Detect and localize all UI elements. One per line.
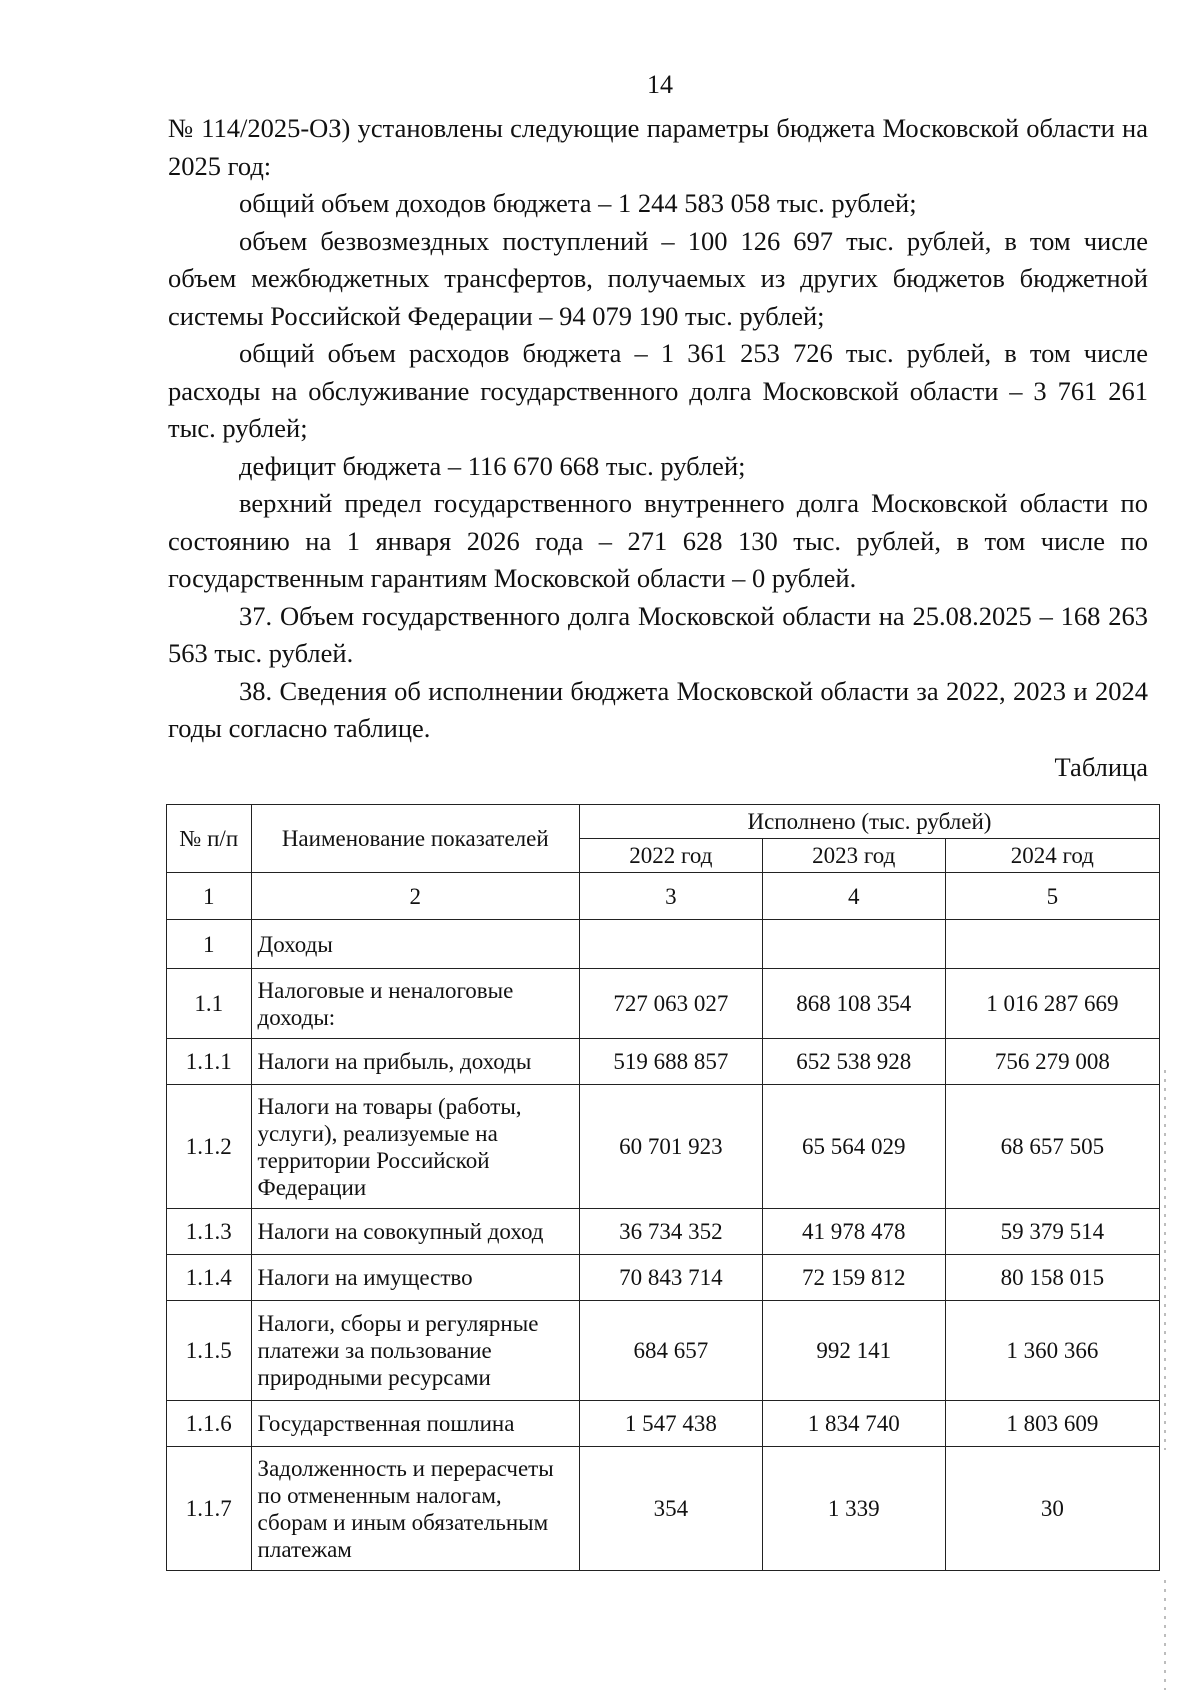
paragraph-1: общий объем доходов бюджета – 1 244 583 058 тыс. рублей; <box>239 188 917 218</box>
row-value-2023: 72 159 812 <box>762 1255 945 1301</box>
row-value-2022: 684 657 <box>579 1301 762 1401</box>
paragraph-3: общий объем расходов бюджета – 1 361 253 726 тыс. рублей, в том числе расходы на обслуживание государственного долга Московской области – 3 761 261 тыс. рублей; <box>168 338 1148 443</box>
row-name: Налоги на имущество <box>251 1255 579 1301</box>
row-num: 1.1 <box>167 969 252 1039</box>
table-column-index-row <box>167 873 1160 920</box>
row-value-2023: 65 564 029 <box>762 1085 945 1209</box>
row-value-2023: 1 339 <box>762 1447 945 1571</box>
table-row <box>167 1447 1160 1571</box>
row-value-2023: 1 834 740 <box>762 1401 945 1447</box>
row-value-2022: 727 063 027 <box>579 969 762 1039</box>
row-name: Государственная пошлина <box>251 1401 579 1447</box>
header-num: № п/п <box>167 805 252 873</box>
column-index-cell: 4 <box>762 873 945 920</box>
paragraph-7: 38. Сведения об исполнении бюджета Московской области за 2022, 2023 и 2024 годы согласно таблице. <box>168 675 1148 743</box>
row-value-2024: 80 158 015 <box>945 1255 1159 1301</box>
header-year-2024: 2024 год <box>945 839 1159 873</box>
paragraph-2: объем безвозмездных поступлений – 100 126 697 тыс. рублей, в том числе объем межбюджетных трансфертов, получаемых из других бюджетов бюджетной системы Российской Федерации – 94 079 190 тыс. рублей; <box>168 225 1148 331</box>
row-name: Налоговые и неналоговые доходы: <box>251 969 579 1039</box>
row-value-2024: 1 360 366 <box>945 1301 1159 1401</box>
column-index-cell: 3 <box>579 873 762 920</box>
row-value-2024: 756 279 008 <box>945 1039 1159 1085</box>
scan-artifact <box>1164 1580 1166 1690</box>
row-name: Налоги, сборы и регулярные платежи за пользование природными ресурсами <box>251 1301 579 1401</box>
table-caption: Таблица <box>1054 752 1148 782</box>
row-value-2022: 354 <box>579 1447 762 1571</box>
row-num: 1.1.7 <box>167 1447 252 1571</box>
table-row <box>167 1085 1160 1209</box>
header-name: Наименование показателей <box>251 805 579 873</box>
column-index-cell: 5 <box>945 873 1159 920</box>
row-value-2024: 68 657 505 <box>945 1085 1159 1209</box>
header-year-2022: 2022 год <box>579 839 762 873</box>
row-value-2024: 1 016 287 669 <box>945 969 1159 1039</box>
page-number: 14 <box>647 70 673 99</box>
row-name: Доходы <box>251 920 579 969</box>
paragraph-4: дефицит бюджета – 116 670 668 тыс. рублей; <box>239 450 746 481</box>
header-year-2023: 2023 год <box>762 839 945 873</box>
row-value-2022: 519 688 857 <box>579 1039 762 1085</box>
row-name: Налоги на совокупный доход <box>251 1209 579 1255</box>
row-num: 1.1.5 <box>167 1301 252 1401</box>
row-value-2023 <box>762 920 945 969</box>
scan-artifact <box>1164 1070 1166 1450</box>
table-row <box>167 1255 1160 1301</box>
row-name: Задолженность и перерасчеты по отмененным налогам, сборам и иным обязательным платежам <box>251 1447 579 1571</box>
row-name: Налоги на прибыль, доходы <box>251 1039 579 1085</box>
row-value-2024: 59 379 514 <box>945 1209 1159 1255</box>
table-row <box>167 1039 1160 1085</box>
table-row <box>167 920 1160 969</box>
header-executed: Исполнено (тыс. рублей) <box>579 805 1159 839</box>
body-text <box>168 110 1148 748</box>
row-num: 1.1.3 <box>167 1209 252 1255</box>
table-header-row <box>167 805 1160 839</box>
column-index-cell: 2 <box>251 873 579 920</box>
row-value-2022: 70 843 714 <box>579 1255 762 1301</box>
table-row <box>167 1401 1160 1447</box>
row-value-2022: 1 547 438 <box>579 1401 762 1447</box>
table-row <box>167 969 1160 1039</box>
row-value-2022 <box>579 920 762 969</box>
row-value-2023: 992 141 <box>762 1301 945 1401</box>
row-value-2023: 868 108 354 <box>762 969 945 1039</box>
table-row <box>167 1209 1160 1255</box>
paragraph-0: № 114/2025-ОЗ) установлены следующие параметры бюджета Московской области на 2025 год: <box>168 113 1148 181</box>
table-row <box>167 1301 1160 1401</box>
row-value-2023: 41 978 478 <box>762 1209 945 1255</box>
row-num: 1.1.1 <box>167 1039 252 1085</box>
paragraph-5: верхний предел государственного внутреннего долга Московской области по состоянию на 1 января 2026 года – 271 628 130 тыс. рублей, в том числе по государственным гарантиям Московской области – 0 рублей. <box>168 488 1148 593</box>
row-value-2024: 30 <box>945 1447 1159 1571</box>
row-value-2022: 36 734 352 <box>579 1209 762 1255</box>
row-num: 1.1.2 <box>167 1085 252 1209</box>
row-value-2024: 1 803 609 <box>945 1401 1159 1447</box>
budget-table <box>166 804 1160 1571</box>
column-index-cell: 1 <box>167 873 252 920</box>
row-value-2022: 60 701 923 <box>579 1085 762 1209</box>
row-value-2024 <box>945 920 1159 969</box>
paragraph-6: 37. Объем государственного долга Московской области на 25.08.2025 – 168 263 563 тыс. рублей. <box>168 600 1148 668</box>
row-num: 1.1.4 <box>167 1255 252 1301</box>
row-name: Налоги на товары (работы, услуги), реализуемые на территории Российской Федерации <box>251 1085 579 1209</box>
row-num: 1 <box>167 920 252 969</box>
row-num: 1.1.6 <box>167 1401 252 1447</box>
row-value-2023: 652 538 928 <box>762 1039 945 1085</box>
